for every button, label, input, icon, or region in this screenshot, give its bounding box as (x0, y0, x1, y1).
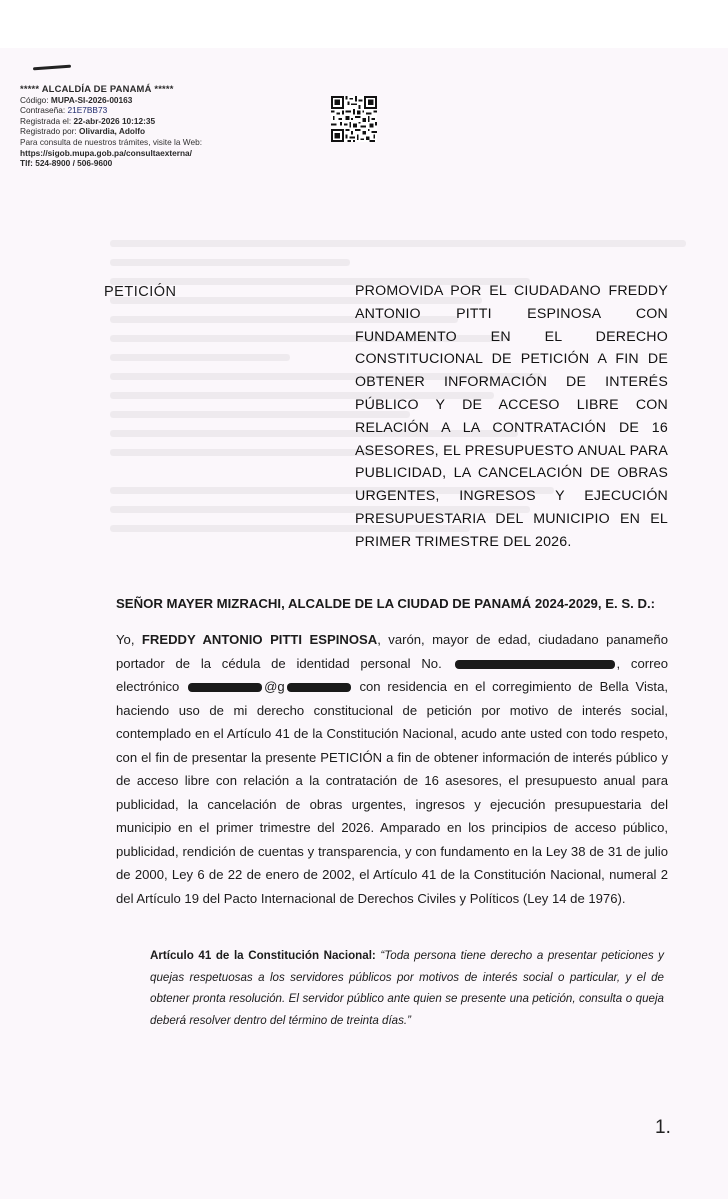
stamp-by-line (20, 126, 320, 137)
page-number: 1. (655, 1117, 671, 1138)
stamp-code-label: Código: (20, 94, 49, 105)
qr-code (331, 96, 377, 142)
petition-label: PETICIÓN (104, 284, 177, 300)
petitioner-name: FREDDY ANTONIO PITTI ESPINOSA (141, 632, 378, 647)
stamp-url: https://sigob.mupa.gob.pa/consultaexterna/ (20, 147, 192, 158)
stamp-code-value: MUPA-SI-2026-00163 (50, 94, 133, 105)
registration-stamp (20, 84, 320, 169)
constitution-quote (150, 945, 664, 1031)
body-text-3: con residencia en el corregimiento de Bella Vista, haciendo uso de mi derecho constitucional de petición por motivo de interés social, contemplado en el Artículo 41 de la Constitución Nacional, acudo ante usted con todo respeto, con el fin de presentar la presente PETICIÓN a fin de obtener información de interés público y de acceso libre con relación a la contratación de 16 asesores, el presupuesto anual para publicidad, la cancelación de obras urgentes, ingresos y ejecución presupuestaria del municipio en el primer trimestre del 2026. Amparado en los principios de acceso público, publicidad, rendición de cuentas y transparencia, y con fundamento en la Ley 38 de 31 de julio de 2000, Ley 6 de 22 de enero de 2002, el Artículo 41 de la Constitución Nacional, numeral 2 del Artículo 19 del Pacto Internacional de Derechos Civiles y Políticos (Ley 14 de 1976). (116, 679, 668, 906)
stamp-code-line (20, 95, 320, 106)
stamp-password-value: 21E7BB73 (67, 105, 108, 116)
stamp-password-label: Contraseña: (20, 105, 66, 116)
stamp-consult-text: Para consulta de nuestros trámites, visite la Web: (20, 136, 203, 147)
stamp-header: ***** ALCALDÍA DE PANAMÁ ***** (20, 83, 174, 94)
stamp-by-label: Registrado por: (20, 126, 77, 137)
quote-text: “Toda persona tiene derecho a presentar peticiones y quejas respetuosas a los servidores públicos por motivos de interés social o particular, y el de obtener pronta resolución. El servidor público ante quien se presente una petición, consulta o queja deberá resolver dentro del término de treinta días.” (150, 949, 664, 1027)
stamp-phone: Tlf: 524-8900 / 506-9600 (20, 158, 113, 169)
pen-mark (33, 65, 71, 71)
stamp-by-value: Olivardia, Adolfo (79, 126, 146, 137)
body-paragraph (116, 628, 668, 910)
petition-title: PROMOVIDA POR EL CIUDADANO FREDDY ANTONIO PITTI ESPINOSA CON FUNDAMENTO EN EL DERECHO CONSTITUCIONAL DE PETICIÓN A FIN DE OBTENER INFORMACIÓN DE INTERÉS PÚBLICO Y DE ACCESO LIBRE CON RELACIÓN A LA CONTRATACIÓN DE 16 ASESORES, EL PRESUPUESTO ANUAL PARA PUBLICIDAD, LA CANCELACIÓN DE OBRAS URGENTES, INGRESOS Y EJECUCIÓN PRESUPUESTARIA DEL MUNICIPIO EN EL PRIMER TRIMESTRE DEL 2026. (355, 283, 668, 550)
quote-label: Artículo 41 de la Constitución Nacional: (150, 949, 376, 962)
stamp-registered-label: Registrada el: (20, 115, 72, 126)
scan-top-margin (0, 0, 728, 48)
email-fragment: @g (264, 679, 285, 694)
stamp-registered-line (20, 116, 320, 127)
body-text-2: , correo electrónico (116, 655, 669, 694)
stamp-registered-value: 22-abr-2026 10:12:35 (73, 115, 156, 126)
redaction-email-domain (287, 683, 351, 692)
stamp-password-line (20, 105, 320, 116)
body-intro: Yo, (116, 632, 142, 647)
addressee: SEÑOR MAYER MIZRACHI, ALCALDE DE LA CIUDAD DE PANAMÁ 2024-2029, E. S. D.: (116, 596, 656, 611)
redaction-id (455, 660, 615, 669)
body-text-1: , varón, mayor de edad, ciudadano panameño portador de la cédula de identidad personal No. (116, 632, 668, 671)
redaction-email (188, 683, 262, 692)
